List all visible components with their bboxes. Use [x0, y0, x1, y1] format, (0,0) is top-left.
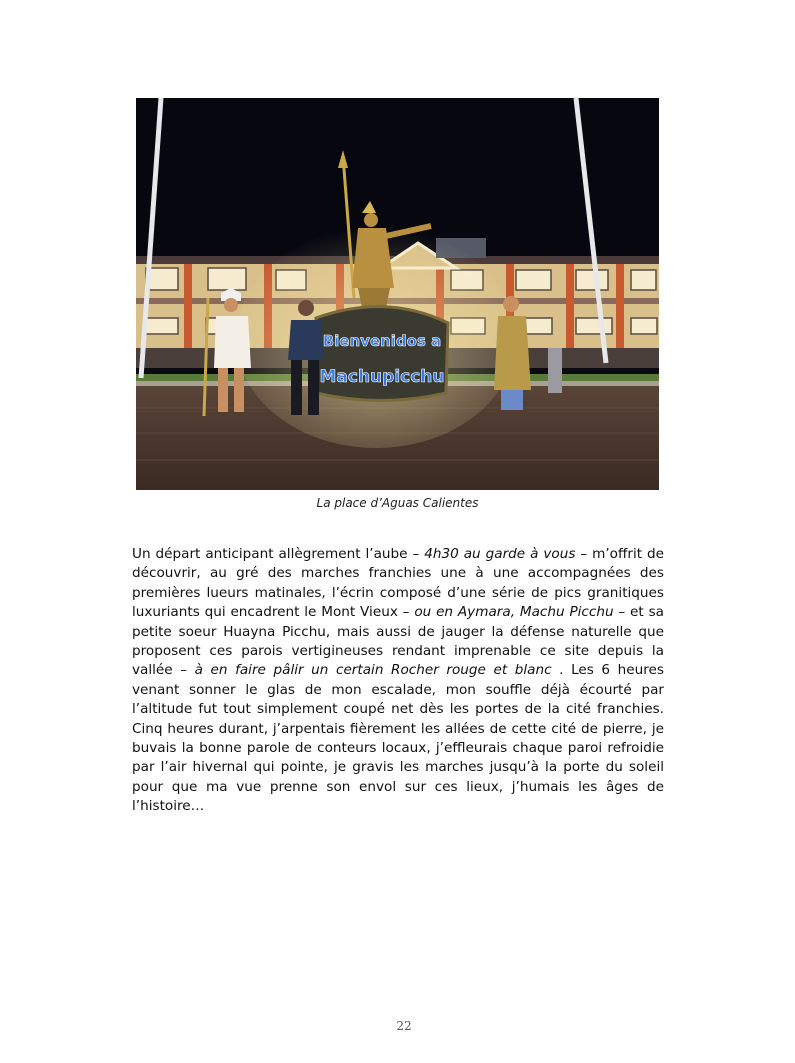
- body-paragraph: [132, 545, 664, 817]
- page-number: 22: [396, 1019, 412, 1033]
- paragraph-text-2: – m’offrit de découvrir, au gré des marches franchies une à une accompagnées des premières lueurs matinales, l’écrin composé d’une série de pics granitiques luxuriants qui encadrent le Mont Vieux –: [132, 546, 664, 621]
- photo-caption: La place d’Aguas Calientes: [316, 496, 479, 510]
- sign-line-1: Bienvenidos a: [322, 332, 442, 350]
- paragraph-text-3: – et sa petite soeur Huayna Picchu, mais aussi de jauger la défense naturelle que proposent ces parois vertigineuses rendant imprenable ce site depuis la vallée –: [132, 604, 664, 679]
- sign-line-2: Machupicchu: [319, 367, 445, 387]
- paragraph-text-4: . Les 6 heures venant sonner le glas de mon escalade, mon souffle déjà écourté par l’altitude fut tout simplement coupé net dès les portes de la cité franchies. Cinq heures durant, j’arpentais fièrement les allées de cette cité de pierre, je buvais la bonne parole de conteurs locaux, j’effleurais chaque paroi refroidie par l’air hivernal qui pointe, je gravis les marches jusqu’à la porte du soleil pour que ma vue prenne son envol sur ces lieux, j’humais les âges de l’histoire…: [132, 662, 664, 815]
- paragraph-text-1: Un départ anticipant allègrement l’aube –: [132, 546, 425, 562]
- paragraph-italic-1: 4h30 au garde à vous: [424, 546, 576, 562]
- aguas-calientes-photo: [136, 98, 659, 490]
- paragraph-italic-3: à en faire pâlir un certain Rocher rouge et blanc: [194, 662, 552, 679]
- paragraph-italic-2: ou en Aymara, Machu Picchu: [414, 604, 614, 621]
